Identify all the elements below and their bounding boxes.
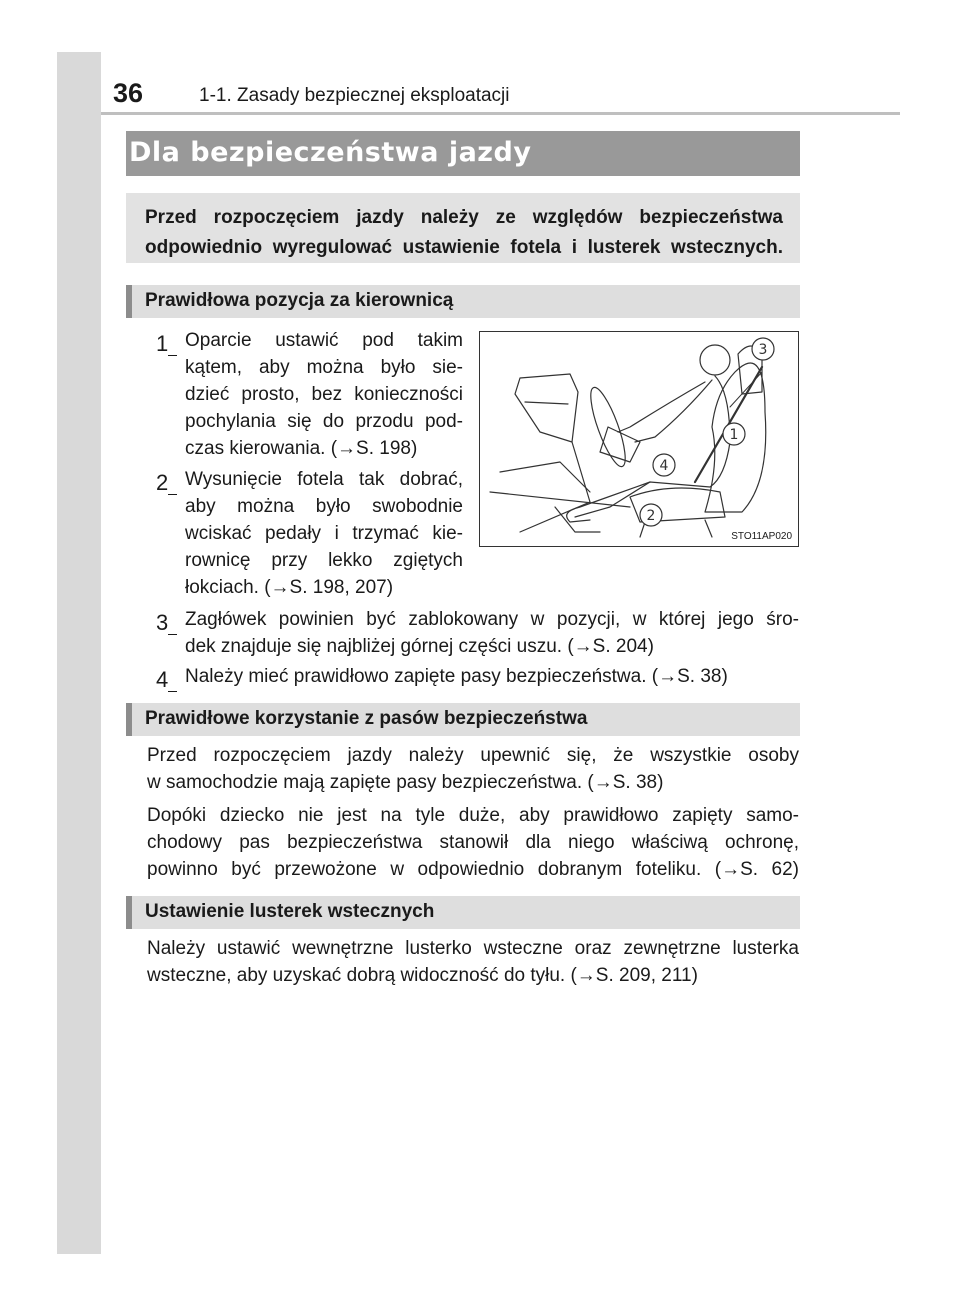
- header-divider: [101, 112, 900, 115]
- chapter-heading: 1-1. Zasady bezpiecznej eksploatacji: [199, 85, 510, 106]
- callout-label: 4: [659, 458, 669, 474]
- item-number: 4: [156, 667, 169, 692]
- item-number: 2: [156, 470, 169, 495]
- paragraph-line: Dopóki dziecko nie jest na tyle duże, aby prawidłowo zapięty samo-: [147, 805, 799, 826]
- item-line: Oparcie ustawić pod takim: [185, 330, 463, 351]
- paragraph-line: w samochodzie mają zapięte pasy bezpieczeństwa. (→S. 38): [147, 772, 664, 793]
- page-number: 36: [113, 78, 144, 108]
- item-line: łokciach. (→S. 198, 207): [185, 577, 394, 598]
- item-line: pochylania się do przodu pod-: [185, 411, 463, 432]
- item-line: czas kierowania. (→S. 198): [185, 438, 418, 459]
- driver-head: [700, 345, 730, 375]
- section-heading-seatbelts: Prawidłowe korzystanie z pasów bezpieczeństwa: [145, 708, 588, 729]
- dashboard-shape: [515, 374, 578, 442]
- item-line: kątem, aby można było sie-: [185, 357, 463, 378]
- item-line: Zagłówek powinien być zablokowany w pozycji, w której jego śro-: [185, 609, 799, 630]
- intro-line: Przed rozpoczęciem jazdy należy ze względów bezpieczeństwa: [145, 207, 783, 228]
- driving-position-illustration: [479, 331, 799, 547]
- callout-label: 3: [758, 342, 768, 358]
- driver-arm: [618, 382, 705, 432]
- item-line: wciskać pedały i trzymać kie-: [185, 523, 463, 544]
- paragraph-line: chodowy pas bezpieczeństwa stanowił dla niego właściwą ochronę,: [147, 832, 799, 853]
- callout-label: 2: [646, 508, 656, 524]
- item-line: Należy mieć prawidłowo zapięte pasy bezpieczeństwa. (→S. 38): [185, 666, 728, 687]
- item-number: 1: [156, 331, 169, 356]
- item-line: Wysunięcie fotela tak dobrać,: [185, 469, 463, 490]
- driver-body: [575, 376, 730, 517]
- intro-text: [145, 203, 783, 263]
- paragraph-line: Przed rozpoczęciem jazdy należy upewnić się, że wszystkie osoby: [147, 745, 799, 766]
- paragraph-line: wsteczne, aby uzyskać dobrą widoczność do tyłu. (→S. 209, 211): [147, 965, 698, 986]
- item-line: rownicę przy lekko zgiętych: [185, 550, 463, 571]
- section-heading-driving-position: Prawidłowa pozycja za kierownicą: [145, 290, 454, 311]
- paragraph-line: Należy ustawić wewnętrzne lusterko wsteczne oraz zewnętrzne lusterka: [147, 938, 799, 959]
- item-line: dzieć prosto, bez konieczności: [185, 384, 463, 405]
- callout-label: 1: [729, 427, 739, 443]
- section-heading-mirrors: Ustawienie lusterek wstecznych: [145, 901, 435, 922]
- page-side-tab: [57, 52, 101, 1254]
- figure-code: STO11AP020: [731, 531, 792, 542]
- page-title: Dla bezpieczeństwa jazdy: [129, 137, 532, 168]
- item-line: aby można było swobodnie: [185, 496, 463, 517]
- item-line: dek znajduje się najbliżej górnej części uszu. (→S. 204): [185, 636, 654, 657]
- intro-line: odpowiednio wyregulować ustawienie fotela i lusterek wstecznych.: [145, 237, 783, 258]
- driver-seat-drawing: [480, 332, 797, 545]
- item-number: 3: [156, 610, 169, 635]
- paragraph-line: powinno być przewożone w odpowiednio dobranym foteliku. (→S. 62): [147, 859, 799, 880]
